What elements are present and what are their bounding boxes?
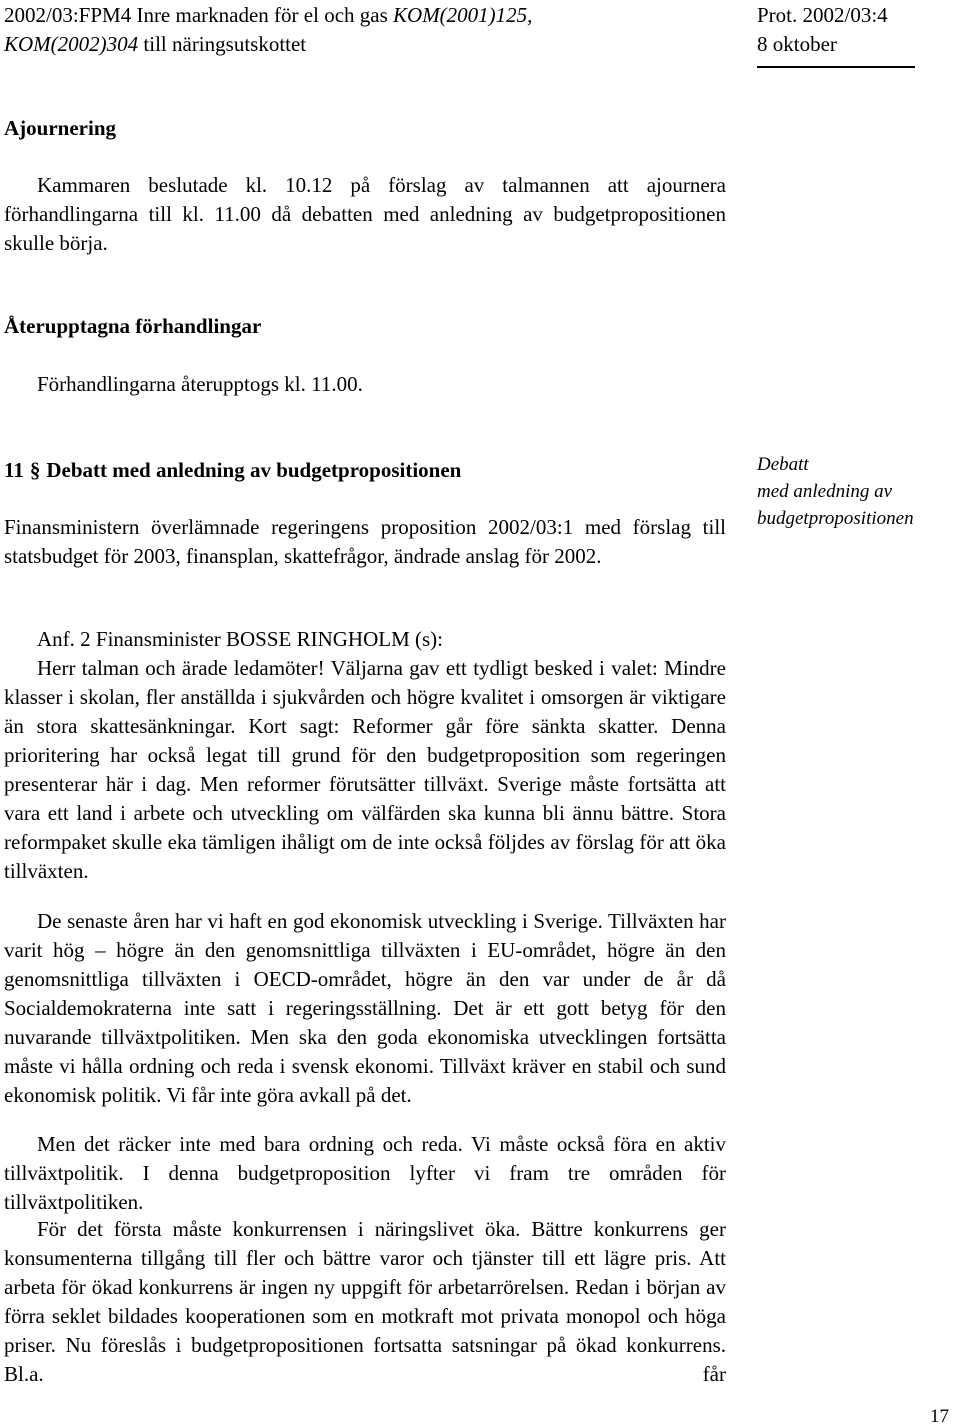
- page-number: 17: [930, 1406, 949, 1427]
- section-mark: §: [29, 458, 41, 482]
- speech-paragraph-4: För det första måste konkurrensen i näringslivet öka. Bättre konkurrens ger konsumenterna tillgång till fler och bättre varor och tjänster till ett lägre pris. Att arbeta för ökad konkurrens är ingen ny uppgift för arbetarrörelsen. Redan i början av förra seklet bildades kooperationen som en motkraft mot privata monopol och höga priser. Nu föreslås i budgetpropositionen fortsatta satsningar på ökad konkurrens. Bl.a. får: [4, 1217, 726, 1386]
- running-header-right: [757, 1, 957, 59]
- protocol-date: 8 oktober: [757, 32, 837, 56]
- header-left-line2: KOM(2002)304 till näringsutskottet: [4, 32, 307, 56]
- margin-note: Debatt med anledning av budgetpropositionen: [757, 454, 914, 529]
- running-header-left: [4, 1, 724, 59]
- protocol-number: Prot. 2002/03:4: [757, 3, 888, 27]
- section-title: Debatt med anledning av budgetpropositionen: [46, 458, 462, 482]
- speech-paragraph-3: Men det räcker inte med bara ordning och reda. Vi måste också föra en aktiv tillväxtpolitik. I denna budgetproposition lyfter vi fram tre områden för tillväxtpolitiken.: [4, 1132, 726, 1214]
- section-number: 11: [4, 458, 24, 482]
- section-11-heading: [4, 458, 461, 483]
- section-11-text: Finansministern överlämnade regeringens proposition 2002/03:1 med förslag till statsbudget för 2003, finansplan, skattefrågor, ändrade anslag för 2002.: [4, 515, 726, 568]
- aterupptagna-text: Förhandlingarna återupptogs kl. 11.00.: [37, 372, 363, 396]
- aterupptagna-heading: Återupptagna förhandlingar: [4, 314, 262, 338]
- speech-paragraph-2: De senaste åren har vi haft en god ekonomisk utveckling i Sverige. Tillväxten har varit hög – högre än den genomsnittliga tillväxten i EU-området, högre än den genomsnittliga tillväxten i OECD-området, högre än den var under de år då Socialdemokraterna inte satt i regeringsställning. Det är ett gott betyg för den nuvarande tillväxtpolitiken. Men ska den goda ekonomiska utvecklingen fortsätta måste vi hålla ordning och reda i svensk ekonomi. Tillväxt kräver en stabil och sund ekonomisk politik. Vi får inte göra avkall på det.: [4, 909, 726, 1107]
- ajournering-text: Kammaren beslutade kl. 10.12 på förslag av talmannen att ajournera förhandlingarna till kl. 11.00 då debatten med anledning av budgetpropositionen skulle börja.: [4, 173, 726, 255]
- speaker-line: Anf. 2 Finansminister BOSSE RINGHOLM (s):: [37, 627, 444, 651]
- header-rule: [757, 66, 915, 68]
- speech-paragraph-1: Herr talman och ärade ledamöter! Väljarna gav ett tydligt besked i valet: Mindre klasser i skolan, fler anställda i sjukvården och högre kvalitet i omsorgen är viktigare än stora skattesänkningar. Kort sagt: Reformer går före sänkta skatter. Denna prioritering har också legat till grund för den budgetproposition som regeringen presenterar här i dag. Men reformer förutsätter tillväxt. Sverige måste fortsätta att vara ett land i arbete och utveckling om välfärden ska kunna bli ännu bättre. Stora reformpaket skulle eka tämligen ihåligt om de inte också följdes av förslag för att öka tillväxten.: [4, 656, 726, 883]
- header-left-line1: 2002/03:FPM4 Inre marknaden för el och gas KOM(2001)125,: [4, 3, 533, 27]
- ajournering-heading: Ajournering: [4, 116, 116, 140]
